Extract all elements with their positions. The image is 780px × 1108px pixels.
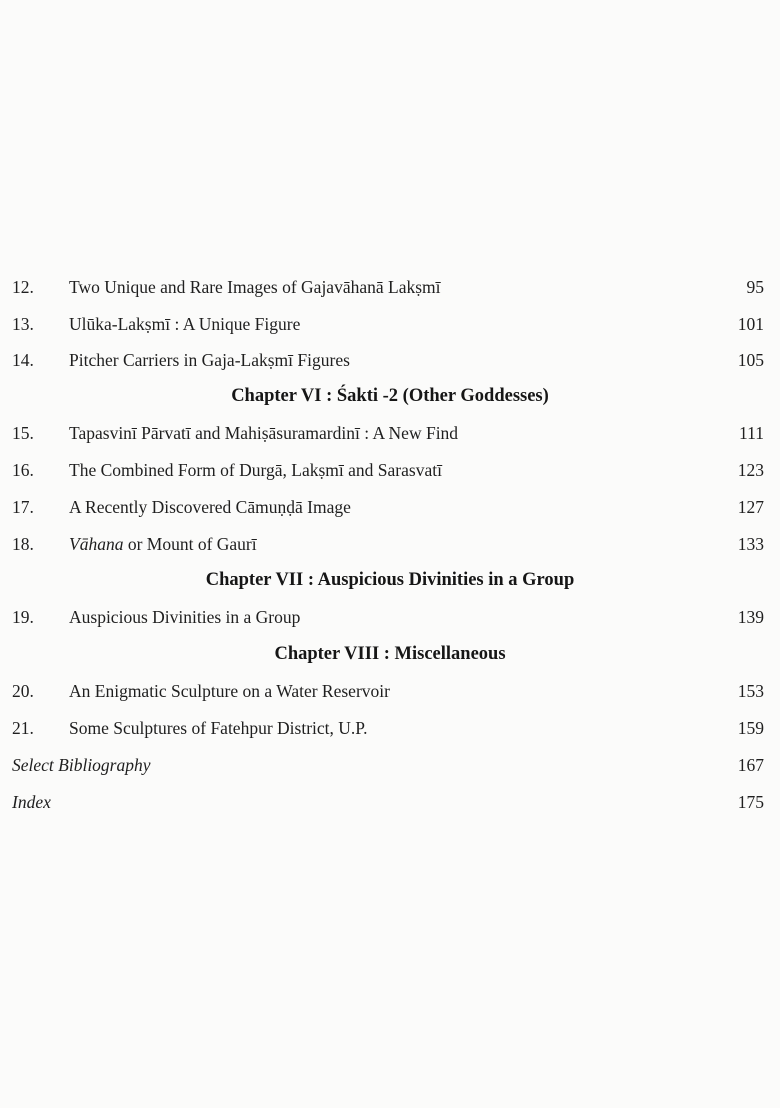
entry-title [69, 529, 257, 559]
entry-page: 101 [737, 314, 764, 334]
toc-entry [12, 529, 764, 559]
entry-title: Pitcher Carriers in Gaja-Lakṣmī Figures [69, 350, 350, 370]
entry-title: Ulūka-Lakṣmī : A Unique Figure [69, 314, 301, 334]
entry-page: 95 [746, 277, 764, 297]
entry-page: 159 [737, 718, 764, 738]
toc-entry [12, 309, 764, 339]
entry-page: 111 [739, 423, 764, 443]
entry-title-rest: or Mount of Gaurī [123, 534, 257, 554]
entry-page: 153 [737, 681, 764, 701]
entry-number: 19. [12, 607, 34, 627]
toc-entry [12, 272, 764, 302]
entry-number: 12. [12, 277, 34, 297]
entry-page: 127 [737, 497, 764, 517]
entry-title: Select Bibliography [12, 755, 151, 775]
entry-title: Index [12, 792, 51, 812]
entry-number: 15. [12, 423, 34, 443]
entry-title: Tapasvinī Pārvatī and Mahiṣāsuramardinī : A New Find [69, 423, 459, 443]
entry-number: 13. [12, 314, 34, 334]
entry-title: An Enigmatic Sculpture on a Water Reservoir [69, 681, 390, 701]
entry-number: 14. [12, 350, 34, 370]
toc-entry [12, 345, 764, 375]
entry-page: 175 [737, 792, 764, 812]
toc-entry [12, 455, 764, 485]
chapter-heading: Chapter VI : Śakti -2 (Other Goddesses) [231, 386, 549, 406]
entry-number: 17. [12, 497, 34, 517]
entry-page: 167 [737, 755, 764, 775]
entry-title: Two Unique and Rare Images of Gajavāhanā Lakṣmī [69, 277, 441, 297]
entry-title: A Recently Discovered Cāmuṇḍā Image [69, 497, 351, 517]
entry-number: 16. [12, 460, 34, 480]
entry-page: 123 [737, 460, 764, 480]
entry-title: The Combined Form of Durgā, Lakṣmī and Sarasvatī [69, 460, 442, 480]
toc-entry-bibliography [12, 750, 764, 780]
chapter-heading: Chapter VIII : Miscellaneous [274, 644, 506, 664]
toc-entry [12, 418, 764, 448]
entry-page: 133 [737, 534, 764, 554]
entry-page: 139 [737, 607, 764, 627]
toc-entry [12, 713, 764, 743]
entry-title: Auspicious Divinities in a Group [69, 607, 301, 627]
toc-entry [12, 492, 764, 522]
toc-entry-index [12, 787, 764, 817]
entry-number: 20. [12, 681, 34, 701]
toc-entry [12, 676, 764, 706]
chapter-heading: Chapter VII : Auspicious Divinities in a Group [205, 570, 575, 590]
entry-number: 21. [12, 718, 34, 738]
entry-number: 18. [12, 534, 34, 554]
entry-page: 105 [737, 350, 764, 370]
entry-title-italic: Vāhana [69, 534, 124, 554]
entry-title: Some Sculptures of Fatehpur District, U.P. [69, 718, 368, 738]
toc-entry [12, 602, 764, 632]
